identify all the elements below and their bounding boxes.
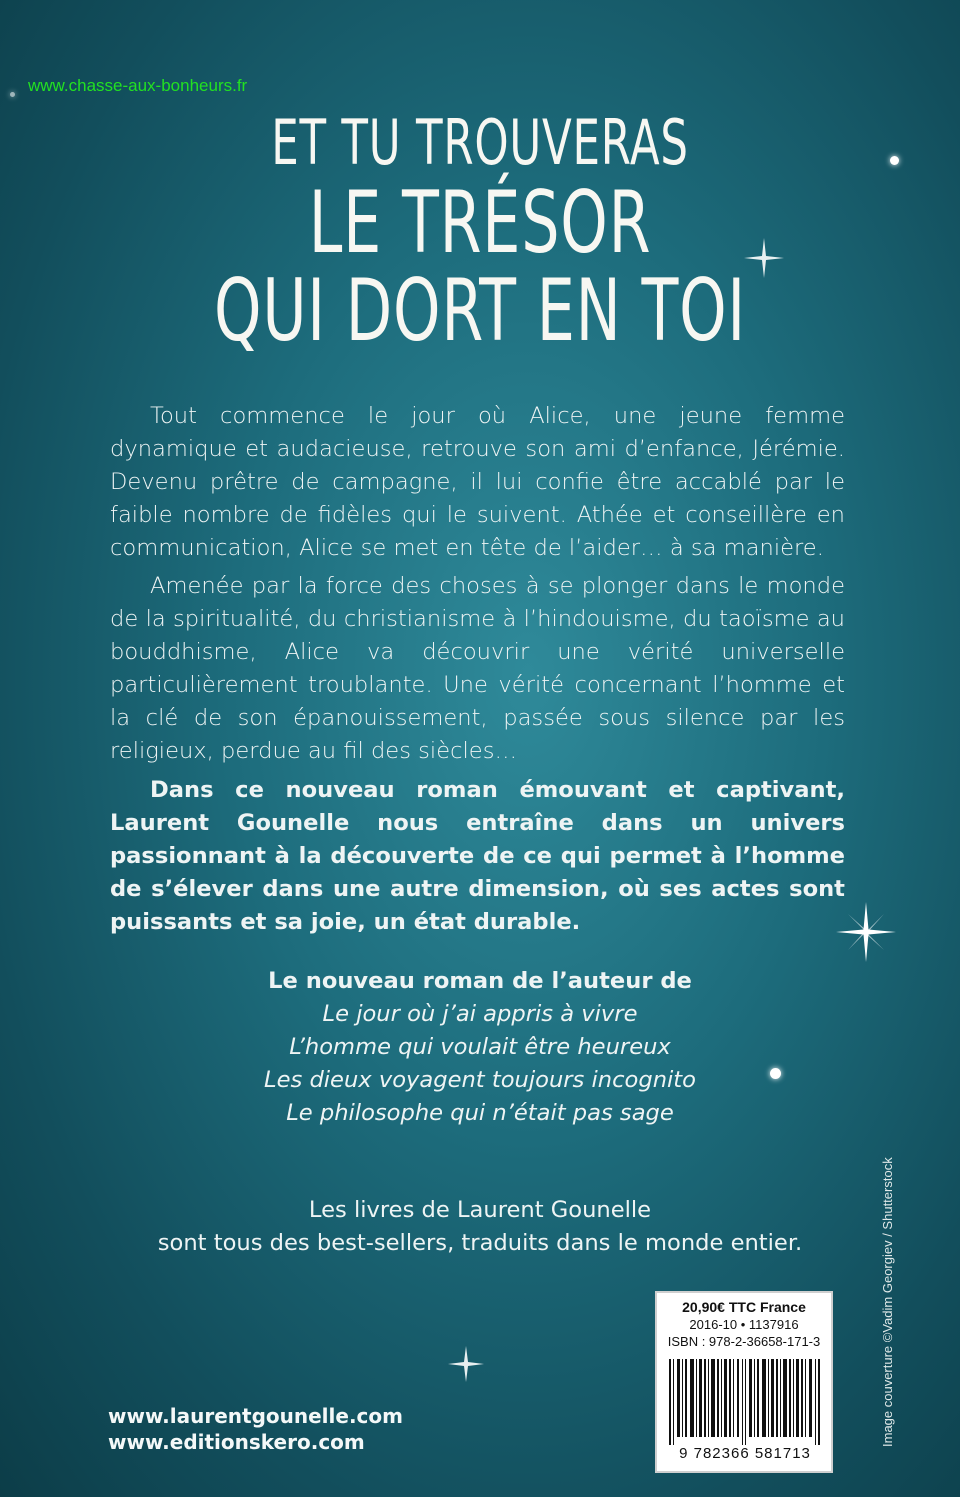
image-credit: Image couverture ©Vadim Georgiev / Shutterstock (880, 1157, 895, 1447)
other-books-heading: Le nouveau roman de l’auteur de (268, 968, 692, 994)
blurb-paragraph-1: Tout commence le jour où Alice, une jeune femme dynamique et audacieuse, retrouve son ami d’enfance, Jérémie. Devenu prêtre de campagne, il lui confie être accablé par le faible nombre de fidèles qui le suivent. Athée et conseillère en communication, Alice se met en tête de l’aider… à sa manière. (110, 403, 845, 561)
book-title: Les dieux voyagent toujours incognito (264, 1067, 696, 1093)
barcode-number: 9 782366 581713 (679, 1445, 811, 1462)
title-line-2: LE TRÉSOR (308, 173, 652, 273)
sparkle-icon (448, 1346, 484, 1382)
bestsellers-line-2: sont tous des best-sellers, traduits dans le monde entier. (157, 1230, 803, 1256)
book-title: Le philosophe qui n’était pas sage (286, 1100, 674, 1126)
title-line-1: ET TU TROUVERAS (271, 106, 689, 179)
star-dot-icon (890, 156, 899, 165)
blurb-paragraph-3: Dans ce nouveau roman émouvant et captivant, Laurent Gounelle nous entraîne dans un univers passionnant à la découverte de ce qui permet à l’homme de s’élever dans une autre dimension, où ses actes sont puissants et sa joie, un état durable. (110, 777, 845, 935)
sparkle-icon (836, 902, 896, 962)
bestsellers-line-1: Les livres de Laurent Gounelle (308, 1197, 652, 1223)
book-title: L’homme qui voulait être heureux (289, 1034, 671, 1060)
edition-code: 2016-10 • 1137916 (689, 1317, 799, 1332)
author-website-link[interactable]: www.laurentgounelle.com (108, 1404, 403, 1428)
blurb-paragraph-2: Amenée par la force des choses à se plonger dans le monde de la spiritualité, du christianisme à l’hindouisme, du taoïsme au bouddhisme, Alice va découvrir une vérité universelle particulièrement troublante. Une vérité concernant l’homme et la clé de son épanouissement, passée sous silence par les religieux, perdue au fil des siècles… (110, 573, 845, 764)
price-label: 20,90€ TTC France (682, 1299, 806, 1315)
sparkle-icon (744, 238, 784, 278)
watermark-url: www.chasse-aux-bonheurs.fr (28, 76, 248, 95)
star-dot-icon (10, 92, 15, 97)
publisher-website-link[interactable]: www.editionskero.com (108, 1430, 365, 1454)
title-line-3: QUI DORT EN TOI (214, 261, 746, 361)
barcode-icon (667, 1359, 823, 1445)
isbn-label: ISBN : 978-2-36658-171-3 (667, 1334, 821, 1349)
book-title: Le jour où j’ai appris à vivre (322, 1001, 638, 1027)
price-box (655, 1291, 833, 1473)
